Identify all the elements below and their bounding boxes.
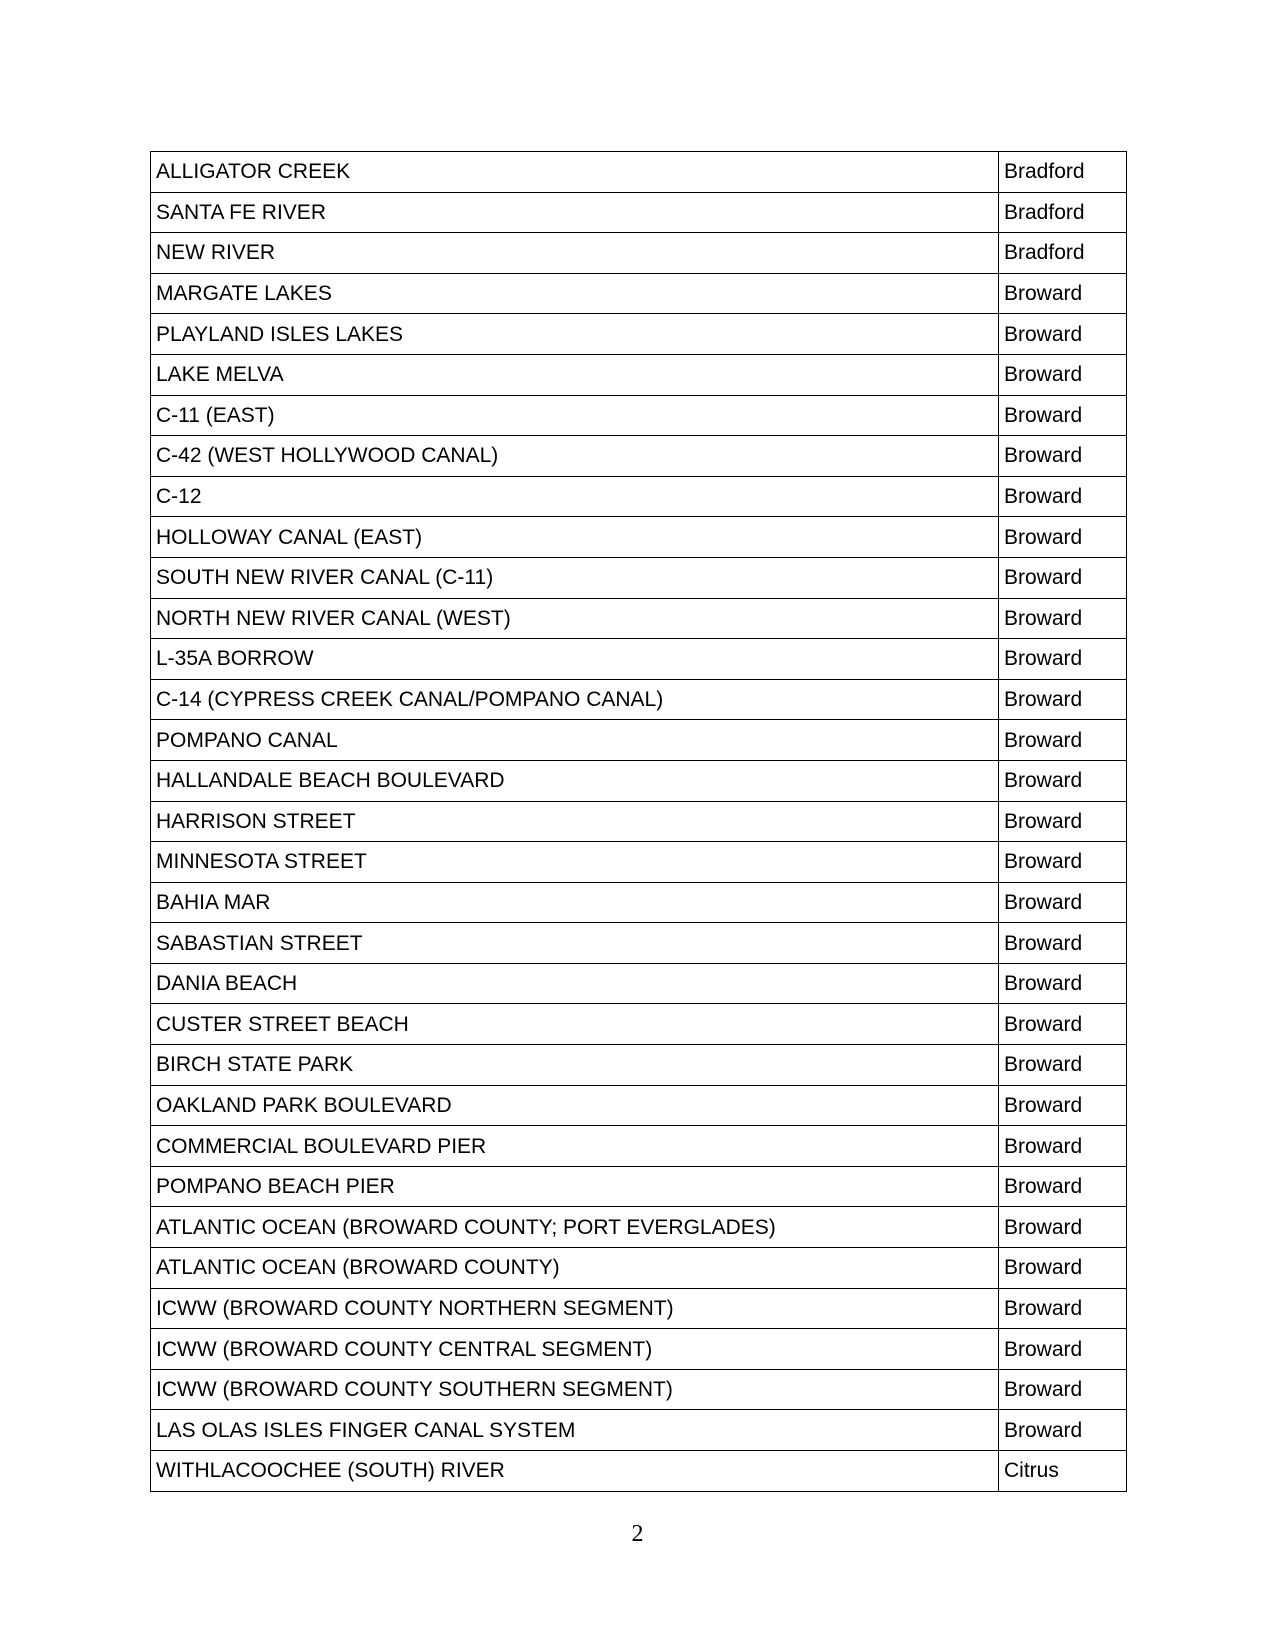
- table-row: [151, 1085, 1127, 1126]
- county-cell: Broward: [999, 1045, 1127, 1086]
- county-cell: Broward: [999, 923, 1127, 964]
- table-row: [151, 598, 1127, 639]
- county-cell: Broward: [999, 314, 1127, 355]
- county-cell: Broward: [999, 1207, 1127, 1248]
- waterbody-name-cell: ICWW (BROWARD COUNTY SOUTHERN SEGMENT): [151, 1369, 999, 1410]
- waterbody-name-cell: LAKE MELVA: [151, 354, 999, 395]
- waterbody-name-cell: ATLANTIC OCEAN (BROWARD COUNTY): [151, 1248, 999, 1289]
- waterbody-name-cell: COMMERCIAL BOULEVARD PIER: [151, 1126, 999, 1167]
- table-row: [151, 354, 1127, 395]
- county-cell: Broward: [999, 1166, 1127, 1207]
- table-row: [151, 1045, 1127, 1086]
- waterbody-name-cell: ICWW (BROWARD COUNTY NORTHERN SEGMENT): [151, 1288, 999, 1329]
- county-cell: Broward: [999, 882, 1127, 923]
- table-row: [151, 192, 1127, 233]
- table-row: [151, 963, 1127, 1004]
- county-cell: Broward: [999, 760, 1127, 801]
- county-cell: Broward: [999, 1288, 1127, 1329]
- county-cell: Broward: [999, 679, 1127, 720]
- county-cell: Broward: [999, 1410, 1127, 1451]
- county-cell: Citrus: [999, 1451, 1127, 1492]
- table-row: [151, 801, 1127, 842]
- table-row: [151, 639, 1127, 680]
- county-cell: Broward: [999, 1004, 1127, 1045]
- table-row: [151, 679, 1127, 720]
- waterbody-name-cell: WITHLACOOCHEE (SOUTH) RIVER: [151, 1451, 999, 1492]
- table-row: [151, 1329, 1127, 1370]
- waterbody-name-cell: ATLANTIC OCEAN (BROWARD COUNTY; PORT EVERGLADES): [151, 1207, 999, 1248]
- waterbody-name-cell: L-35A BORROW: [151, 639, 999, 680]
- waterbody-name-cell: CUSTER STREET BEACH: [151, 1004, 999, 1045]
- county-cell: Bradford: [999, 152, 1127, 193]
- table-row: [151, 1126, 1127, 1167]
- waterbody-name-cell: C-14 (CYPRESS CREEK CANAL/POMPANO CANAL): [151, 679, 999, 720]
- table-row: [151, 557, 1127, 598]
- waterbody-county-table: [150, 151, 1127, 1492]
- county-cell: Broward: [999, 598, 1127, 639]
- county-cell: Broward: [999, 639, 1127, 680]
- waterbody-name-cell: NEW RIVER: [151, 233, 999, 274]
- county-cell: Broward: [999, 476, 1127, 517]
- waterbody-name-cell: HARRISON STREET: [151, 801, 999, 842]
- waterbody-name-cell: DANIA BEACH: [151, 963, 999, 1004]
- table-row: [151, 1410, 1127, 1451]
- table-row: [151, 1248, 1127, 1289]
- waterbody-name-cell: NORTH NEW RIVER CANAL (WEST): [151, 598, 999, 639]
- table-row: [151, 395, 1127, 436]
- waterbody-name-cell: SABASTIAN STREET: [151, 923, 999, 964]
- waterbody-name-cell: OAKLAND PARK BOULEVARD: [151, 1085, 999, 1126]
- waterbody-name-cell: MINNESOTA STREET: [151, 842, 999, 883]
- table-row: [151, 1451, 1127, 1492]
- waterbody-name-cell: SANTA FE RIVER: [151, 192, 999, 233]
- county-cell: Broward: [999, 1248, 1127, 1289]
- county-cell: Broward: [999, 395, 1127, 436]
- county-cell: Broward: [999, 1369, 1127, 1410]
- table-row: [151, 1288, 1127, 1329]
- table-row: [151, 436, 1127, 477]
- waterbody-name-cell: POMPANO BEACH PIER: [151, 1166, 999, 1207]
- table-row: [151, 1004, 1127, 1045]
- county-cell: Broward: [999, 842, 1127, 883]
- table-row: [151, 314, 1127, 355]
- table-row: [151, 1166, 1127, 1207]
- county-cell: Bradford: [999, 233, 1127, 274]
- county-cell: Broward: [999, 1329, 1127, 1370]
- waterbody-name-cell: C-42 (WEST HOLLYWOOD CANAL): [151, 436, 999, 477]
- county-cell: Broward: [999, 720, 1127, 761]
- table-row: [151, 842, 1127, 883]
- table-row: [151, 882, 1127, 923]
- table-row: [151, 923, 1127, 964]
- table-row: [151, 233, 1127, 274]
- county-cell: Broward: [999, 517, 1127, 558]
- page-number: 2: [631, 1521, 644, 1547]
- county-cell: Broward: [999, 1126, 1127, 1167]
- waterbody-name-cell: LAS OLAS ISLES FINGER CANAL SYSTEM: [151, 1410, 999, 1451]
- county-cell: Broward: [999, 436, 1127, 477]
- table-row: [151, 760, 1127, 801]
- county-cell: Broward: [999, 1085, 1127, 1126]
- table-row: [151, 152, 1127, 193]
- waterbody-name-cell: SOUTH NEW RIVER CANAL (C-11): [151, 557, 999, 598]
- table-row: [151, 517, 1127, 558]
- waterbody-name-cell: MARGATE LAKES: [151, 273, 999, 314]
- table-row: [151, 476, 1127, 517]
- table-row: [151, 1369, 1127, 1410]
- waterbody-name-cell: PLAYLAND ISLES LAKES: [151, 314, 999, 355]
- county-cell: Broward: [999, 273, 1127, 314]
- table-row: [151, 273, 1127, 314]
- waterbody-name-cell: BIRCH STATE PARK: [151, 1045, 999, 1086]
- waterbody-name-cell: HALLANDALE BEACH BOULEVARD: [151, 760, 999, 801]
- waterbody-name-cell: ALLIGATOR CREEK: [151, 152, 999, 193]
- county-cell: Bradford: [999, 192, 1127, 233]
- waterbody-name-cell: BAHIA MAR: [151, 882, 999, 923]
- county-cell: Broward: [999, 354, 1127, 395]
- waterbody-name-cell: HOLLOWAY CANAL (EAST): [151, 517, 999, 558]
- table-row: [151, 720, 1127, 761]
- table-row: [151, 1207, 1127, 1248]
- county-cell: Broward: [999, 963, 1127, 1004]
- table-body: [151, 152, 1127, 1492]
- waterbody-name-cell: C-12: [151, 476, 999, 517]
- waterbody-name-cell: ICWW (BROWARD COUNTY CENTRAL SEGMENT): [151, 1329, 999, 1370]
- waterbody-name-cell: C-11 (EAST): [151, 395, 999, 436]
- county-cell: Broward: [999, 557, 1127, 598]
- waterbody-name-cell: POMPANO CANAL: [151, 720, 999, 761]
- county-cell: Broward: [999, 801, 1127, 842]
